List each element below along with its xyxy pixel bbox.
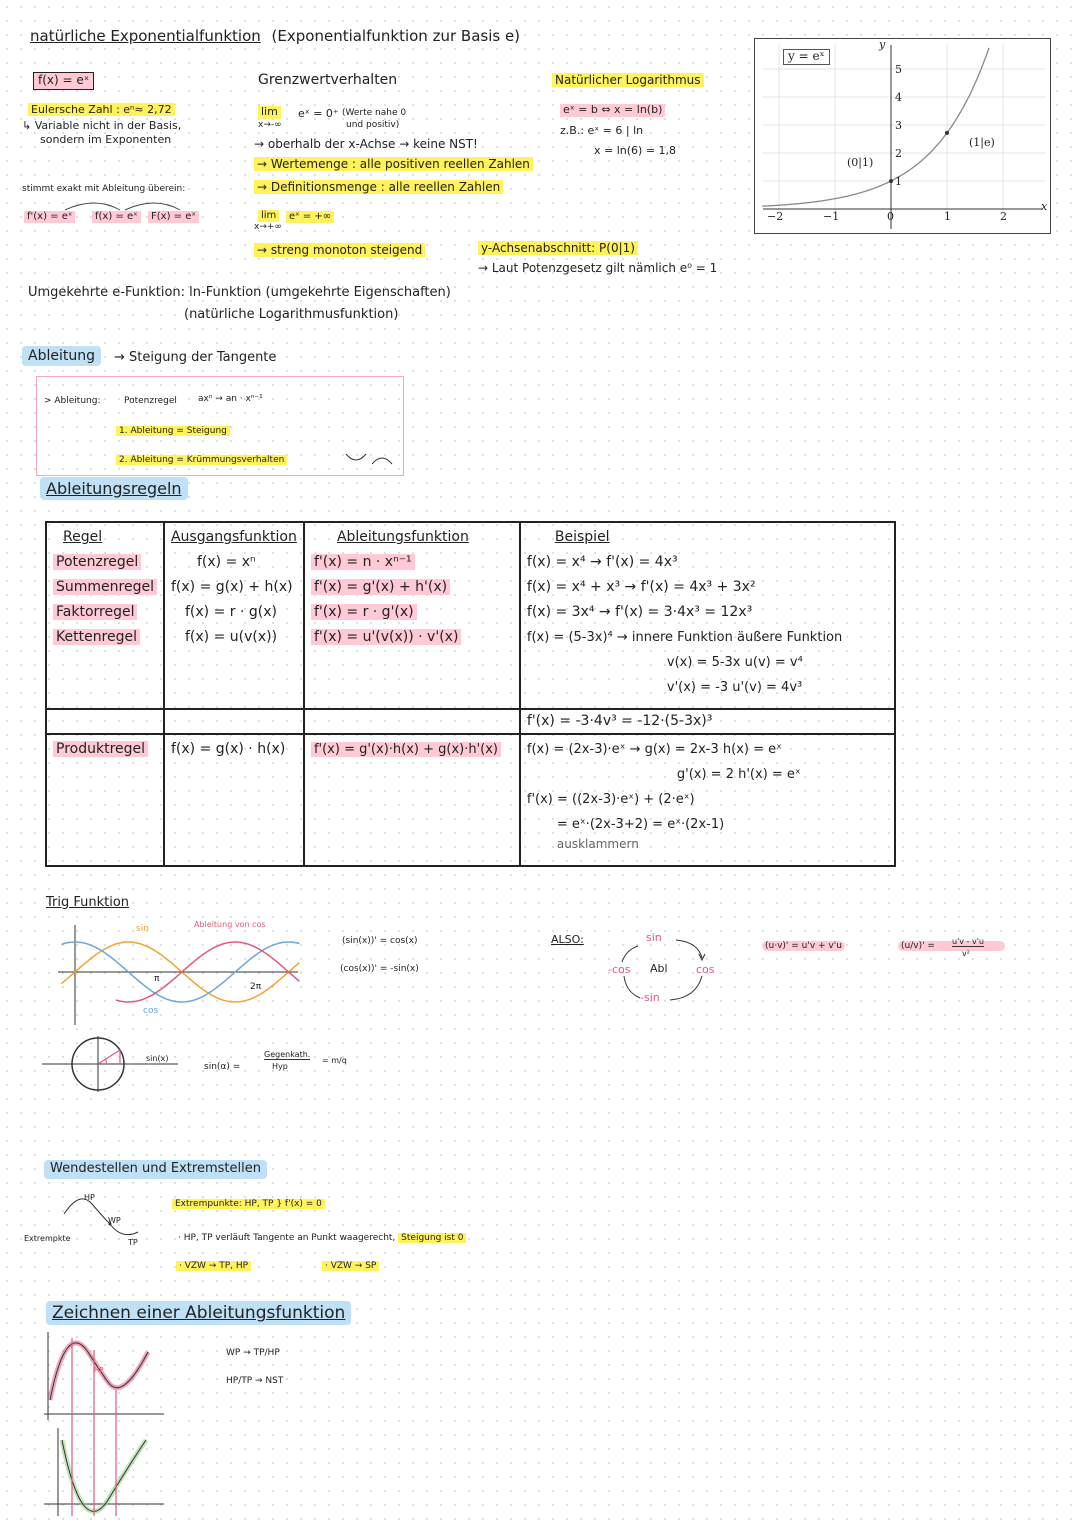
curvature-icon: [344, 450, 396, 466]
chain-spacer-2: [164, 709, 304, 734]
y-tick-2: 2: [895, 147, 902, 160]
y-tick-3: 3: [895, 119, 902, 132]
quotient-rule-lhs: (u/v)' =: [898, 941, 1005, 951]
extrema-hp: HP: [84, 1193, 95, 1202]
point-0-1-label: (0|1): [847, 156, 874, 169]
rule-name-product: Produktregel: [53, 741, 148, 757]
rule-name-chain: Kettenregel: [53, 629, 140, 645]
pi-label: π: [154, 974, 160, 984]
chain-spacer-4: [520, 709, 895, 734]
derivative-box-label: > Ableitung:: [44, 396, 101, 406]
example-product-1: f(x) = (2x-3)·eˣ → g(x) = 2x-3 h(x) = eˣ: [526, 741, 782, 757]
extrema-wp: WP: [108, 1216, 121, 1225]
row-product-func: [164, 734, 304, 866]
deriv-factor: f'(x) = r · g'(x): [311, 604, 417, 620]
example-product-3: f'(x) = ((2x-3)·eˣ) + (2·eˣ): [526, 791, 695, 807]
cycle-cos: cos: [696, 963, 715, 976]
extrema-line-2a: · HP, TP verläuft Tangente an Punkt waagerecht,: [178, 1233, 396, 1243]
extrema-side-label: Extrempkte: [24, 1234, 71, 1243]
example-product-4: = eˣ·(2x-3+2) = eˣ·(2x-1): [556, 816, 725, 832]
limits-heading: Grenzwertverhalten: [258, 72, 398, 88]
point-1-e: [945, 131, 949, 135]
extrema-line-3: [176, 1261, 251, 1271]
title-sub: (Exponentialfunktion zur Basis e): [271, 27, 521, 45]
row-product-deriv: [304, 734, 520, 866]
example-factor: f(x) = 3x⁴ → f'(x) = 3·4x³ = 12x³: [526, 604, 753, 620]
sin-label: sin: [136, 924, 149, 934]
lim2-subscript: x→+∞: [254, 222, 282, 232]
lim2-expression: eˣ = +∞: [286, 211, 334, 223]
graph-x-label: x: [1041, 200, 1048, 213]
col-rule: [46, 522, 164, 709]
point-0-1: [889, 179, 893, 183]
limit-bullet-3: [254, 181, 503, 195]
euler-number: [28, 104, 175, 117]
example-product-2: g'(x) = 2 h'(x) = eˣ: [676, 766, 801, 782]
graph-y-label: y: [879, 38, 886, 51]
example-chain-4: f'(x) = -3·4v³ = -12·(5-3x)³: [526, 712, 713, 729]
power-rule: axⁿ → an · xⁿ⁻¹: [198, 394, 263, 404]
limit-bullet-3-text: → Definitionsmenge : alle reellen Zahlen: [254, 180, 503, 194]
rule-name-factor: Faktorregel: [53, 604, 137, 620]
unit-circle: [40, 1034, 180, 1094]
also-label: ALSO:: [551, 933, 584, 946]
func-chain: f(x) = u(v(x)): [184, 629, 278, 645]
two-pi-label: 2π: [250, 982, 262, 992]
cycle-sin: sin: [646, 931, 662, 944]
drawing-heading: [46, 1304, 351, 1324]
drawing-line-2: HP/TP → NST: [226, 1376, 284, 1386]
x-tick-2: 2: [1000, 210, 1007, 223]
derivative-meaning: [114, 351, 276, 366]
point-1-e-label: (1|e): [969, 136, 995, 149]
extrema-line-1: Extrempunkte: HP, TP } f'(x) = 0: [172, 1199, 325, 1209]
sin-denominator: Hyp: [272, 1062, 288, 1071]
drawing-hp-label: HP: [94, 1366, 104, 1374]
inverse-function-note: (natürliche Logarithmusfunktion): [184, 307, 399, 322]
deriv-chain-3: F(x) = eˣ: [148, 211, 199, 223]
sin-derivative: (sin(x))' = cos(x): [342, 936, 418, 946]
monotony-note: [254, 244, 425, 258]
deriv-chain-2: f(x) = eˣ: [92, 211, 141, 223]
col-derivative: [304, 522, 520, 709]
cycle-center: Abl: [650, 962, 668, 975]
log-line-2: z.B.: eˣ = 6 | ln: [560, 124, 644, 137]
example-chain-2: v(x) = 5-3x u(v) = v⁴: [666, 655, 803, 670]
rules-table: [45, 521, 896, 867]
row-product-example: [520, 734, 895, 866]
variable-note-2: sondern im Exponenten: [40, 133, 172, 146]
extrema-line-2: [178, 1233, 466, 1243]
func-power: f(x) = xⁿ: [196, 554, 256, 570]
row-product-rule: [46, 734, 164, 866]
exp-formula: f(x) = eˣ: [33, 72, 94, 90]
x-tick-0: 0: [887, 210, 894, 223]
func-product: f(x) = g(x) · h(x): [170, 740, 286, 757]
deriv-chain-1: f'(x) = eˣ: [24, 211, 75, 223]
inverse-function: [28, 286, 451, 301]
lim1-subscript: x→-∞: [258, 120, 282, 130]
example-chain-3: v'(x) = -3 u'(v) = 4v³: [666, 680, 803, 695]
y-tick-1: 1: [895, 175, 902, 188]
derivative-drawing: [36, 1330, 166, 1520]
y-tick-4: 4: [895, 91, 902, 104]
quotient-rule-den: v²: [962, 949, 970, 958]
y-intercept-text: y-Achsenabschnitt: P(0|1): [478, 241, 638, 255]
header-function: Ausgangsfunktion: [170, 529, 297, 545]
second-derivative: 2. Ableitung = Krümmungsverhalten: [116, 455, 287, 465]
extrema-heading: Wendestellen und Extremstellen: [44, 1160, 267, 1179]
cycle-neg-cos: -cos: [608, 963, 631, 976]
func-sum: f(x) = g(x) + h(x): [170, 579, 293, 595]
col-function: [164, 522, 304, 709]
cycle-neg-sin: -sin: [640, 991, 660, 1004]
x-tick-1: 1: [944, 210, 951, 223]
exp-graph-frame: [754, 38, 1051, 234]
x-tick-m2: −2: [767, 210, 784, 223]
lim1-note-1: (Werte nahe 0: [342, 108, 407, 118]
variable-note-1: ↳ Variable nicht in der Basis,: [22, 119, 182, 132]
example-sum: f(x) = x⁴ + x³ → f'(x) = 4x³ + 3x²: [526, 579, 756, 595]
trig-graph: [40, 920, 300, 1030]
deriv-product: f'(x) = g'(x)·h(x) + g(x)·h'(x): [311, 742, 501, 757]
header-rule: Regel: [63, 529, 103, 545]
exp-graph: [755, 39, 1050, 233]
deriv-chain: f'(x) = u'(v(x)) · v'(x): [311, 629, 461, 645]
extrema-line-2b: Steigung ist 0: [398, 1233, 466, 1243]
deriv-chain-arrows: [60, 198, 200, 212]
col-example: [520, 522, 895, 709]
derivative-note: stimmt exakt mit Ableitung überein:: [22, 184, 186, 194]
sin-ratio: = m/q: [322, 1056, 347, 1065]
rules-heading: [40, 480, 188, 498]
graph-label: y = eˣ: [783, 49, 830, 65]
limit-bullet-1: → oberhalb der x-Achse → keine NST!: [254, 137, 478, 151]
derivative-cos-label: Ableitung von cos: [194, 920, 266, 929]
x-tick-m1: −1: [823, 210, 840, 223]
lim1-expression: eˣ = 0⁺: [298, 107, 339, 120]
header-example: Beispiel: [554, 529, 610, 545]
rules-heading-text: Ableitungsregeln: [40, 477, 188, 500]
y-tick-5: 5: [895, 63, 902, 76]
product-rule-short: (u·v)' = u'v + v'u: [762, 941, 845, 951]
euler-text: Eulersche Zahl : eⁿ≈ 2,72: [28, 103, 175, 116]
deriv-sum: f'(x) = g'(x) + h'(x): [311, 579, 450, 595]
drawing-heading-text: Zeichnen einer Ableitungsfunktion: [46, 1301, 351, 1325]
chain-spacer-3: [304, 709, 520, 734]
inverse-function-text: Umgekehrte e-Funktion: ln-Funktion (umgekehrte Eigenschaften): [28, 285, 451, 300]
sin-definition: sin(α) =: [204, 1062, 241, 1072]
extrema-line-3a: · VZW → TP, HP: [176, 1261, 251, 1271]
circle-sin-label: sin(x): [146, 1054, 169, 1063]
cos-label: cos: [143, 1006, 159, 1016]
limit-bullet-2: [254, 158, 533, 172]
sin-numerator: Gegenkath.: [264, 1050, 311, 1059]
lim1-operator: lim: [258, 106, 281, 119]
exp-curve: [762, 48, 989, 206]
first-derivative: 1. Ableitung = Steigung: [116, 426, 230, 436]
example-power: f(x) = x⁴ → f'(x) = 4x³: [526, 554, 678, 570]
extrema-line-3b: · VZW → SP: [322, 1261, 379, 1271]
example-product-5: ausklammern: [556, 836, 639, 851]
lim2-operator: lim: [258, 210, 279, 222]
logarithm-heading: [552, 74, 704, 88]
log-line-1: eˣ = b ⇔ x = ln(b): [560, 104, 665, 117]
func-factor: f(x) = r · g(x): [184, 604, 277, 620]
monotony-text: → streng monoton steigend: [254, 243, 425, 257]
quotient-rule-num: u'v - v'u: [952, 937, 984, 946]
drawing-line-1: WP → TP/HP: [226, 1348, 280, 1358]
deriv-power: f'(x) = n · xⁿ⁻¹: [311, 554, 415, 570]
title-main: natürliche Exponentialfunktion: [30, 27, 261, 45]
derivative-heading: Ableitung: [22, 346, 101, 366]
lim1-note-2: und positiv): [346, 120, 400, 130]
y-intercept-note: → Laut Potenzgesetz gilt nämlich e⁰ = 1: [478, 261, 718, 275]
limit-bullet-2-text: → Wertemenge : alle positiven reellen Zahlen: [254, 157, 533, 171]
header-derivative: Ableitungsfunktion: [336, 529, 469, 545]
chain-spacer-1: [46, 709, 164, 734]
derivative-meaning-text: → Steigung der Tangente: [114, 350, 277, 365]
logarithm-heading-text: Natürlicher Logarithmus: [552, 73, 704, 87]
log-line-3: x = ln(6) = 1,8: [594, 144, 677, 157]
extrema-tp: TP: [128, 1238, 138, 1247]
example-chain-1: f(x) = (5-3x)⁴ → innere Funktion äußere Funktion: [526, 630, 843, 645]
rule-name-power: Potenzregel: [53, 554, 141, 570]
rule-name-sum: Summenregel: [53, 579, 157, 595]
page-title: [30, 28, 520, 45]
power-rule-label: Potenzregel: [124, 396, 177, 406]
trig-heading: Trig Funktion: [46, 895, 130, 910]
y-intercept-title: [478, 242, 638, 256]
cos-derivative: (cos(x))' = -sin(x): [340, 964, 419, 974]
